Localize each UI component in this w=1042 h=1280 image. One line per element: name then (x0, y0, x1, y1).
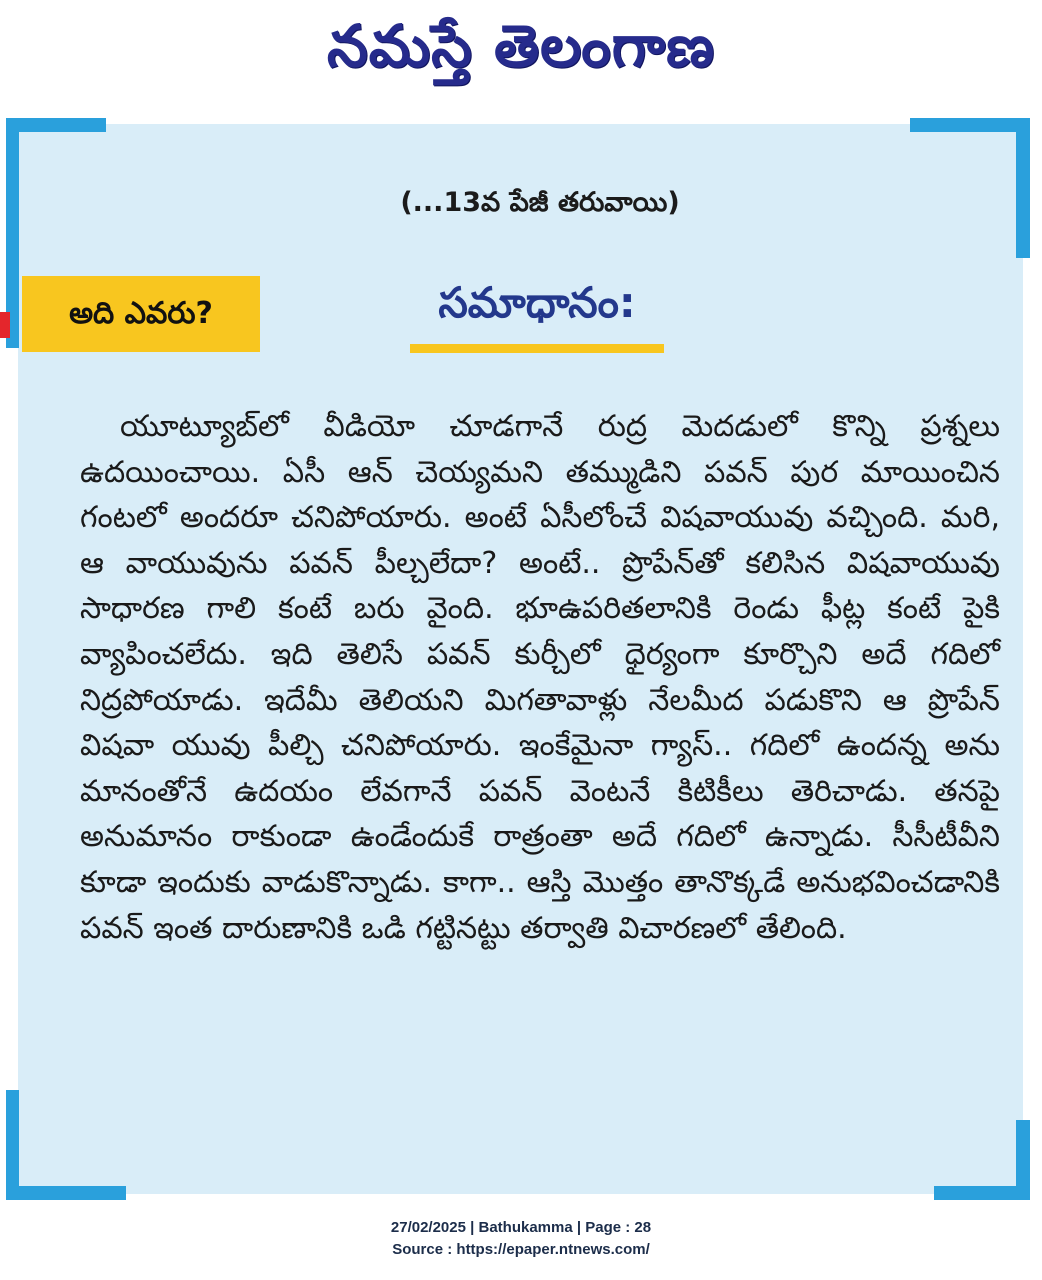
section-label: అది ఎవరు? (69, 296, 213, 331)
frame-corner-top-left (6, 118, 106, 132)
frame-corner-top-right-vertical (1016, 118, 1030, 258)
footer-source-link[interactable]: Source : https://epaper.ntnews.com/ (392, 1241, 650, 1258)
frame-corner-bottom-right-vertical (1016, 1120, 1030, 1200)
frame-corner-top-right (910, 118, 1030, 132)
frame-corner-bottom-left (6, 1186, 126, 1200)
article-heading: సమాధానం: (438, 278, 636, 327)
heading-underline (410, 344, 664, 353)
article-body: యూట్యూబ్‌లో వీడియో చూడగానే రుద్ర మెదడులో కొన్ని ప్రశ్నలు ఉదయించాయి. ఏసీ ఆన్ చెయ్యమని తమ్ముడిని పవన్ పుర మాయించిన గంటలో అందరూ చనిపోయారు. అంటే ఏసీలోంచే విషవాయువు వచ్చింది. మరి, ఆ వాయువును పవన్ పీల్చలేదా? అంటే.. ప్రొపేన్‌తో కలిసిన విషవాయువు సాధారణ గాలి కంటే బరు వైంది. భూఉపరితలానికి రెండు ఫీట్ల కంటే పైకి వ్యాపించలేదు. ఇది తెలిసే పవన్ కుర్చీలో ధైర్యంగా కూర్చొని అదే గదిలో నిద్రపోయాడు. ఇదేమీ తెలియని మిగతావాళ్లు నేలమీద పడుకొని ఆ ప్రొపేన్ విషవా యువు పీల్చి చనిపోయారు. ఇంకేమైనా గ్యాస్.. గదిలో ఉందన్న అను మానంతోనే ఉదయం లేవగానే పవన్ వెంటనే కిటికీలు తెరిచాడు. తనపై అనుమానం రాకుండా ఉండేందుకే రాత్రంతా అదే గదిలో ఉన్నాడు. సీసీటీవీని కూడా ఇందుకు వాడుకొన్నాడు. కాగా.. ఆస్తి మొత్తం తానొక్కడే అనుభవించడానికి పవన్ ఇంత దారుణానికి ఒడి గట్టినట్టు తర్వాతి విచారణలో తేలింది. (80, 409, 1000, 946)
section-marker (0, 312, 10, 338)
footer-edition-info: 27/02/2025 | Bathukamma | Page : 28 (390, 1219, 652, 1236)
newspaper-masthead: నమస్తే తెలంగాణ (327, 12, 715, 80)
continuation-note: (...13వ పేజీ తరువాయి) (400, 187, 680, 218)
frame-corner-bottom-left-vertical (6, 1090, 19, 1200)
